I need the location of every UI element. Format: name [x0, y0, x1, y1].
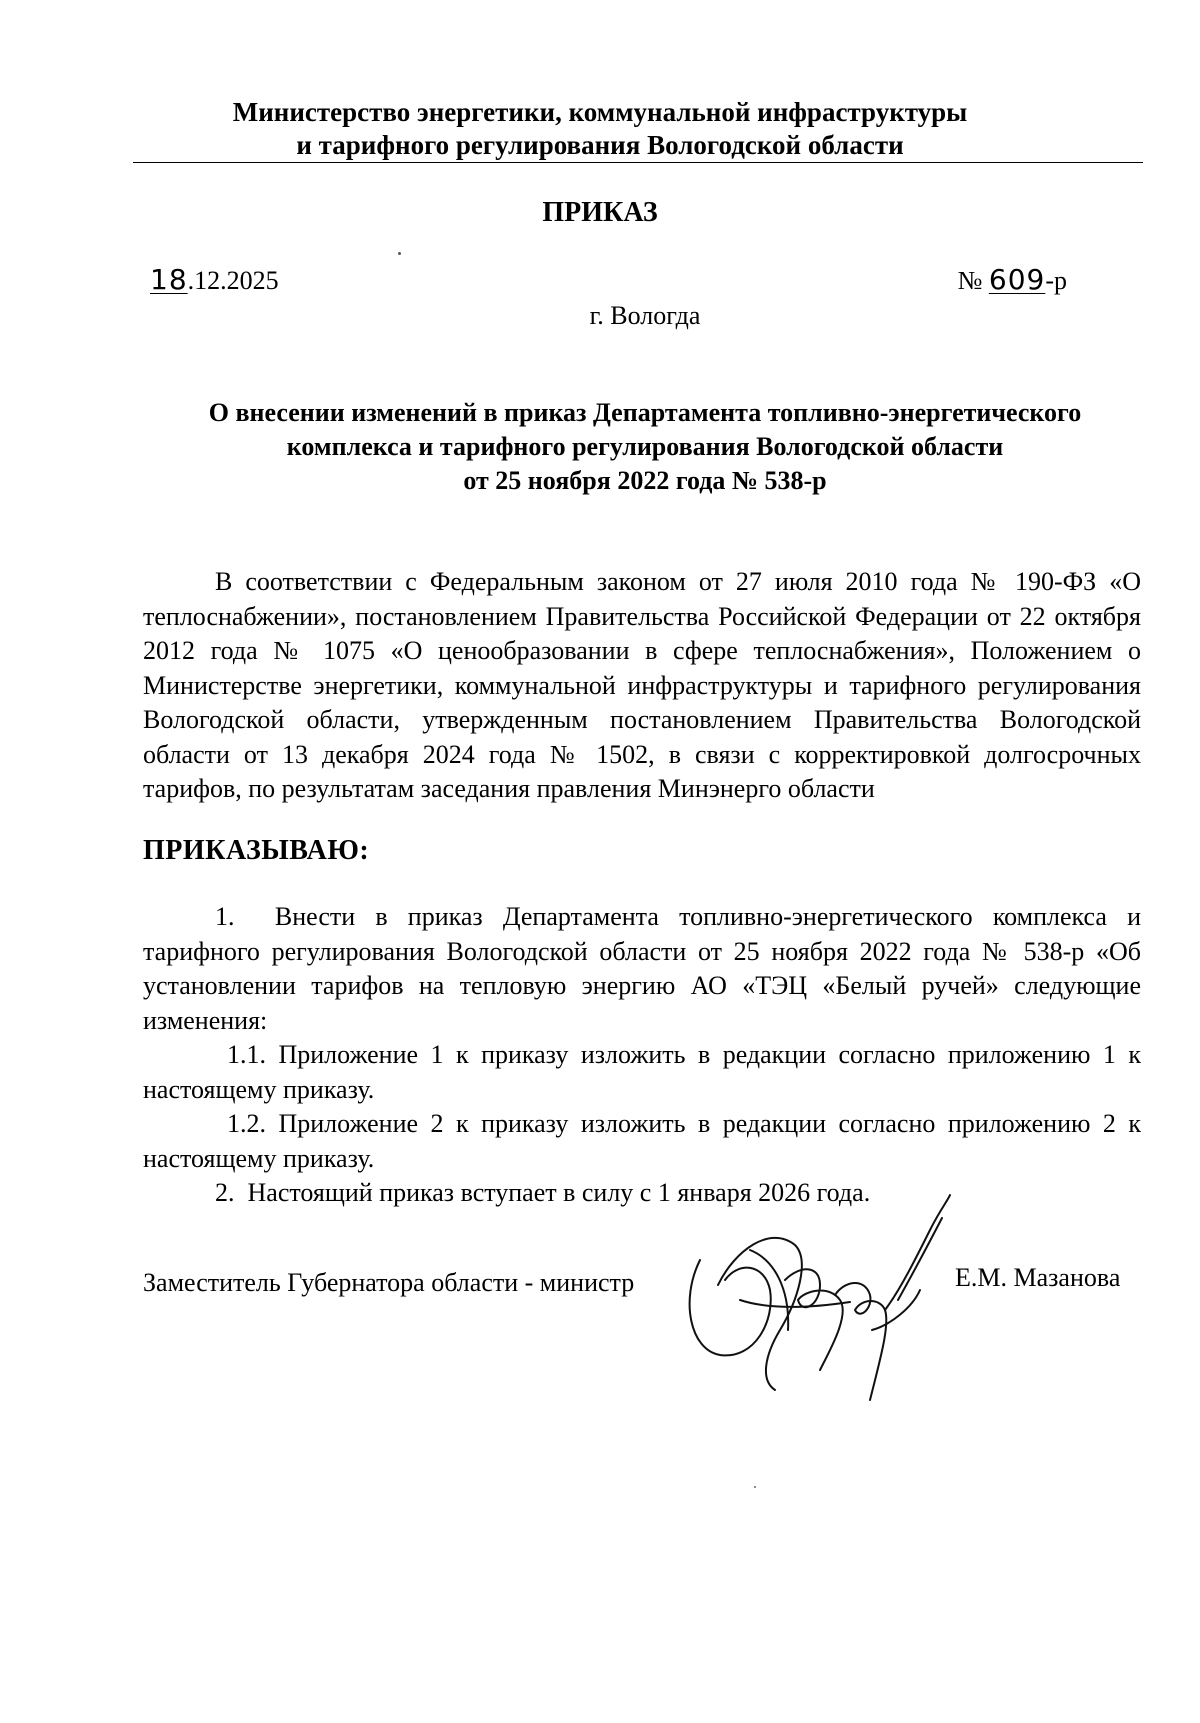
- prikazyvayu-heading: ПРИКАЗЫВАЮ:: [143, 835, 370, 866]
- signer-position: Заместитель Губернатора области - министр: [143, 1268, 635, 1297]
- order-subject: [150, 396, 1140, 498]
- signer-name: Е.М. Мазанова: [955, 1263, 1121, 1292]
- item-2: 2. Настоящий приказ вступает в силу с 1 января 2026 года.: [215, 1178, 871, 1207]
- subject-line1: О внесении изменений в приказ Департамента топливно-энергетического: [208, 398, 1082, 427]
- order-date-day: 18: [150, 263, 188, 296]
- order-number: [958, 263, 1067, 296]
- preamble-text: В соответствии с Федеральным законом от 27 июля 2010 года № 190-ФЗ «О теплоснабжении», постановлением Правительства Российской Федерации от 22 октября 2012 года № 1075 «О ценообразовании в сфере теплоснабжения», Положением о Министерстве энергетики, коммунальной инфраструктуры и тарифного регулирования Вологодской области, утвержденным постановлением Правительства Вологодской области от 13 декабря 2024 года № 1502, в связи с корректировкой долгосрочных тарифов, по результатам заседания правления Минэнерго области: [143, 567, 1141, 803]
- item-1: 1. Внести в приказ Департамента топливно-энергетического комплекса и тарифного регулирования Вологодской области от 25 ноября 2022 года № 538-р «Об установлении тарифов на тепловую энергию АО «ТЭЦ «Белый ручей» следующие изменения:: [143, 902, 1141, 1035]
- scan-speck: [754, 1486, 756, 1488]
- order-number-prefix: №: [957, 266, 983, 295]
- subject-line3: от 25 ноября 2022 года № 538-р: [463, 466, 827, 495]
- item-1-1: 1.1. Приложение 1 к приказу изложить в редакции согласно приложению 1 к настоящему приказу.: [143, 1040, 1141, 1104]
- order-date-month-year: .12.2025: [187, 266, 279, 295]
- order-city: г. Вологда: [589, 301, 701, 330]
- item-1-2: 1.2. Приложение 2 к приказу изложить в редакции согласно приложению 2 к настоящему приказу.: [143, 1109, 1141, 1173]
- header-divider: [133, 162, 1143, 163]
- preamble: [143, 565, 1141, 807]
- order-number-suffix: -р: [1045, 266, 1067, 295]
- ministry-name-line2: и тарифного регулирования Вологодской области: [296, 130, 904, 160]
- handwritten-signature: [680, 1190, 980, 1410]
- order-number-value: 609: [988, 263, 1046, 296]
- ministry-name-line1: Министерство энергетики, коммунальной инфраструктуры: [232, 97, 968, 127]
- subject-line2: комплекса и тарифного регулирования Вологодской области: [286, 432, 1004, 461]
- order-items: [143, 900, 1141, 1211]
- scan-speck: [398, 252, 401, 255]
- order-title: ПРИКАЗ: [542, 197, 658, 228]
- order-date: [150, 263, 279, 296]
